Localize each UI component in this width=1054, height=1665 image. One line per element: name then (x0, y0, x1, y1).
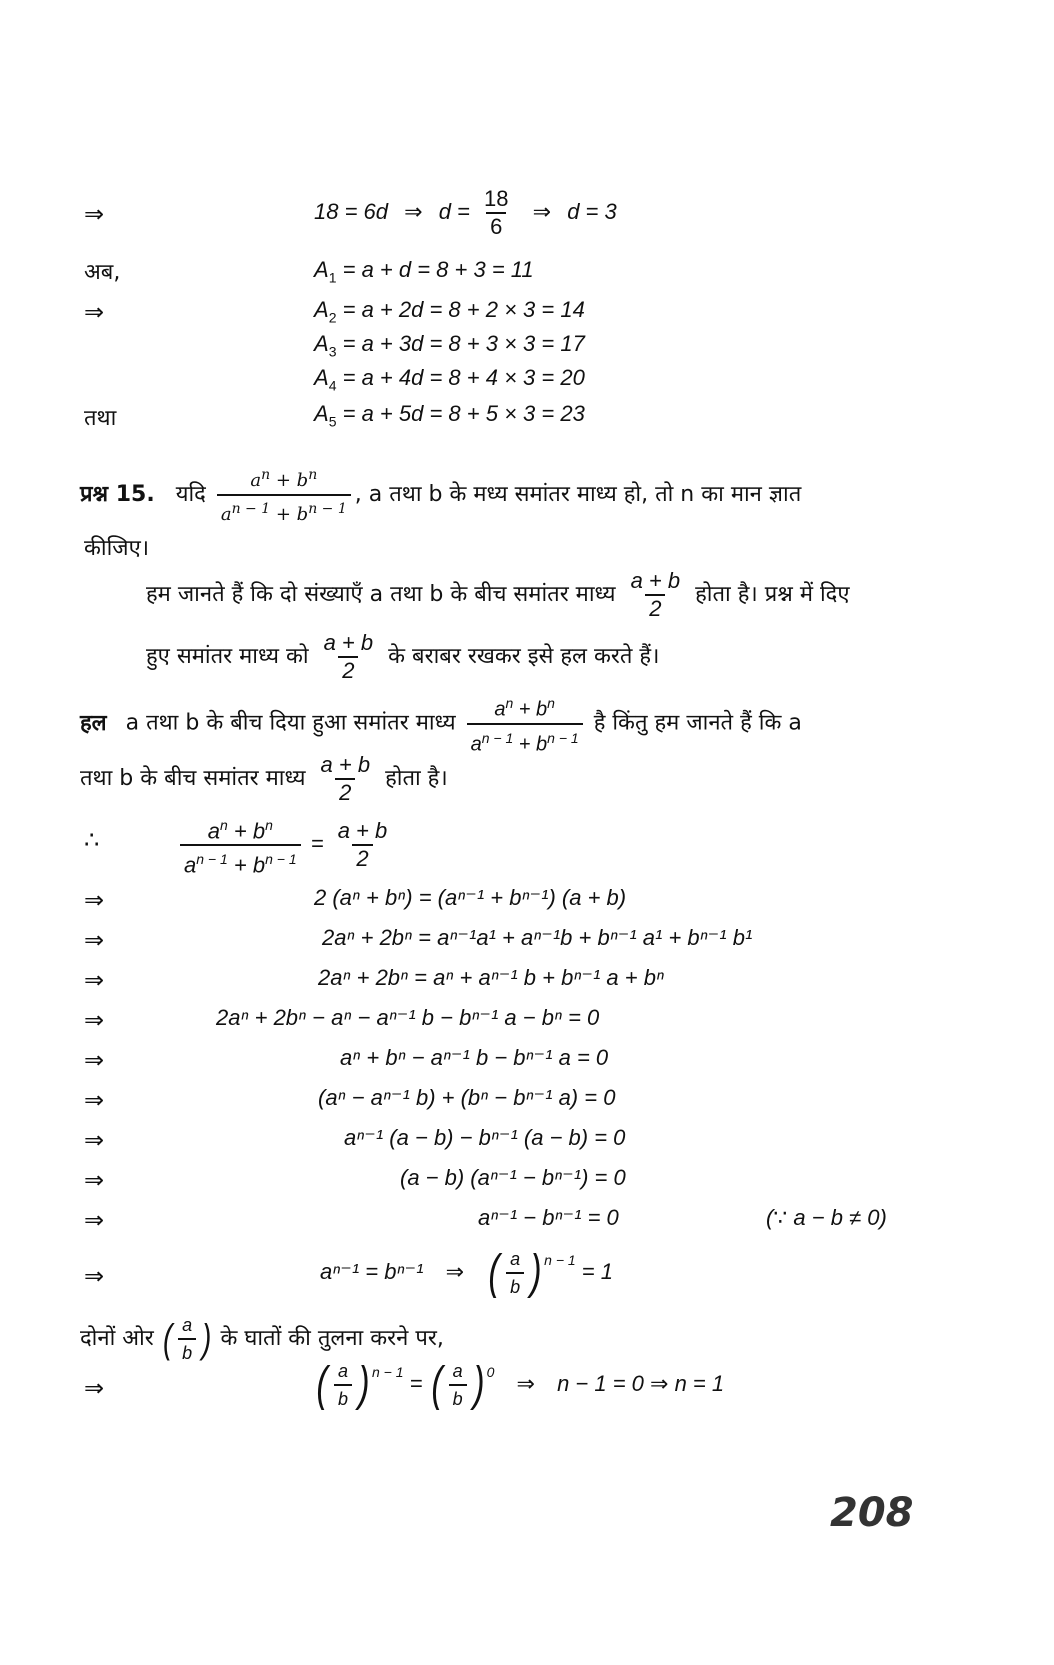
a-over-b (178, 1312, 196, 1366)
step-4: 2aⁿ + 2bⁿ − aⁿ − aⁿ⁻¹ b − bⁿ⁻¹ a − bⁿ = 0 (216, 1005, 600, 1030)
rhs-fraction (334, 818, 392, 872)
paren: ( (430, 1358, 443, 1411)
paren: ( (316, 1358, 328, 1411)
frac-numerator: a (452, 1361, 463, 1381)
a-over-b-power-rhs (429, 1358, 495, 1412)
eq-A2-text: = a + 2d = 8 + 2 × 3 = 14 (342, 297, 585, 322)
step-2: 2aⁿ + 2bⁿ = aⁿ⁻¹a¹ + aⁿ⁻¹b + bⁿ⁻¹ a¹ + bⁿ⁻¹ b¹ (322, 925, 753, 950)
implies-arrow: ⇒ (84, 1086, 105, 1114)
hint-line2-pre: हुए समांतर माध्य को (146, 644, 309, 669)
sub: 4 (328, 377, 337, 394)
implies-arrow: ⇒ (84, 1126, 105, 1154)
a-over-b (334, 1358, 352, 1412)
implies-arrow: ⇒ (84, 926, 105, 954)
step-power (320, 1246, 613, 1300)
final-result: n − 1 = 0 ⇒ n = 1 (557, 1370, 725, 1396)
frac-numerator: 18 (484, 186, 509, 211)
lhs-fraction (180, 812, 301, 879)
step-power-left: aⁿ⁻¹ = bⁿ⁻¹ (320, 1258, 424, 1284)
paren: ) (530, 1246, 542, 1299)
implies-arrow: ⇒ (516, 1370, 535, 1396)
numerator: $a^n + b^n$ (494, 695, 555, 721)
equation-equal-means: $\frac{a^n + b^n}{a^{n - 1} + b^{n - 1}}$ = $\frac{a + b}{2}$ (176, 812, 395, 879)
hint-fraction-2 (320, 630, 378, 684)
step-6: (aⁿ − aⁿ⁻¹ b) + (bⁿ − bⁿ⁻¹ a) = 0 (318, 1085, 616, 1110)
condition-note: (∵ a − b ≠ 0) (766, 1205, 887, 1230)
implies-arrow: ⇒ (404, 198, 423, 224)
a-over-b (506, 1246, 524, 1300)
ab-label: अब, (84, 260, 121, 285)
A-symbol: A (314, 365, 329, 390)
frac-denominator: 6 (486, 212, 506, 240)
paren: ) (202, 1317, 212, 1361)
tatha-label: तथा (84, 406, 117, 431)
eq-A3-text: = a + 3d = 8 + 3 × 3 = 17 (342, 331, 585, 356)
question-text-post: a तथा b के मध्य समांतर माध्य हो, तो n का मान ज्ञात (368, 482, 802, 507)
exponent: n − 1 (544, 1252, 576, 1268)
implies-arrow: ⇒ (84, 1166, 105, 1194)
numerator: $a^n + b^n$ (250, 467, 318, 491)
eq-A2 (314, 296, 585, 331)
frac-denominator: b (506, 1272, 524, 1300)
frac-numerator: a (182, 1315, 193, 1335)
solution-line2-post: होता है। (385, 766, 448, 791)
eq-A4 (314, 364, 585, 399)
eq-A5 (314, 400, 585, 435)
hint-line2-post: के बराबर रखकर इसे हल करते हैं। (388, 644, 660, 669)
solution-line2-pre: तथा b के बीच समांतर माध्य (80, 766, 306, 791)
frac-numerator: a + b (337, 818, 388, 844)
compare-post: के घातों की तुलना करने पर, (220, 1326, 444, 1351)
eq-A5-text: = a + 5d = 8 + 5 × 3 = 23 (342, 401, 585, 426)
question-text-pre: यदि (175, 482, 206, 507)
eq-d-mid: d = (438, 198, 470, 224)
paren: ) (472, 1358, 485, 1411)
implies-arrow: ⇒ (532, 198, 552, 224)
final-equation: ( $\frac{a}{b}$ ) $^{n - 1}$ = ( $\frac{a}{b}$ ) $^0$ ⇒ n − 1 = 0 ⇒ n = 1 (314, 1358, 724, 1412)
implies-arrow: ⇒ (84, 1006, 105, 1034)
sub: 5 (328, 413, 337, 430)
step-5: aⁿ + bⁿ − aⁿ⁻¹ b − bⁿ⁻¹ a = 0 (340, 1045, 609, 1070)
exponent: 0 (486, 1364, 495, 1380)
solution-fraction-2 (317, 752, 375, 806)
paren: ) (358, 1358, 370, 1411)
hint-line1-post: होता है। प्रश्न में दिए (695, 582, 850, 607)
solution-label: हल (80, 710, 107, 736)
eq-A1-text: = a + d = 8 + 3 = 11 (342, 257, 534, 282)
solution-line1-post: है किंतु हम जानते हैं कि a (593, 710, 802, 736)
solution-line-2 (80, 752, 448, 806)
frac-denominator: b (178, 1338, 196, 1366)
equation-d (314, 186, 617, 240)
frac-denominator: b (334, 1384, 352, 1412)
solution-fraction (467, 690, 583, 757)
paren: ( (162, 1317, 173, 1361)
implies-arrow: ⇒ (84, 1046, 105, 1074)
hint-fraction (627, 568, 685, 622)
a-over-b-power-lhs (314, 1358, 404, 1412)
A-symbol: A (314, 401, 329, 426)
eq-d-left: 18 = 6d (314, 198, 389, 224)
solution-line1-pre: a तथा b के बीच दिया हुआ समांतर माध्य (125, 710, 456, 736)
A-symbol: A (314, 331, 329, 356)
implies-arrow: ⇒ (84, 966, 105, 994)
question-fraction (217, 462, 351, 528)
frac-numerator: a + b (320, 752, 371, 777)
page-number: 208 (830, 1490, 914, 1536)
sub: 2 (328, 309, 337, 326)
denominator: $a^{n - 1} + b^{n - 1}$ (217, 494, 351, 528)
sub: 3 (328, 343, 337, 360)
numerator: $a^n + b^n$ (207, 817, 273, 844)
implies-arrow: ⇒ (84, 200, 105, 228)
question-label: प्रश्न 15. (80, 482, 155, 507)
implies-arrow: ⇒ (84, 1206, 105, 1234)
step-1: 2 (aⁿ + bⁿ) = (aⁿ⁻¹ + bⁿ⁻¹) (a + b) (314, 885, 627, 910)
hint-line1-pre: हम जानते हैं कि दो संख्याएँ a तथा b के बीच समांतर माध्य (146, 582, 616, 607)
frac-denominator: 2 (352, 844, 372, 872)
frac-numerator: a + b (630, 568, 681, 593)
therefore-symbol: ∴ (84, 826, 100, 854)
A-symbol: A (314, 257, 329, 282)
implies-arrow: ⇒ (84, 298, 105, 326)
implies-arrow: ⇒ (445, 1258, 465, 1284)
a-over-b-power (486, 1246, 576, 1300)
eq-d-right: d = 3 (567, 198, 617, 224)
frac-denominator: b (449, 1384, 467, 1412)
frac-denominator: 2 (338, 656, 358, 684)
sub: 1 (328, 269, 337, 286)
frac-denominator: 2 (645, 594, 665, 622)
step-8: (a − b) (aⁿ⁻¹ − bⁿ⁻¹) = 0 (400, 1165, 626, 1190)
solution-line-1 (80, 690, 802, 757)
eq-A1 (314, 256, 534, 291)
a-over-b (449, 1358, 467, 1412)
exponent: n − 1 (371, 1364, 404, 1380)
frac-denominator: 2 (335, 778, 355, 806)
step-power-right: = 1 (581, 1258, 613, 1284)
a-over-b-inline (161, 1312, 214, 1366)
hint-line-2 (146, 630, 659, 684)
compare-pre: दोनों ओर (80, 1326, 154, 1351)
frac-numerator: a + b (323, 630, 374, 655)
implies-arrow: ⇒ (84, 1262, 105, 1290)
denominator: $a^{n - 1} + b^{n - 1}$ (180, 844, 301, 878)
question-text-line2: कीजिए। (84, 536, 150, 561)
fraction-18-6 (480, 186, 512, 240)
frac-numerator: a (510, 1249, 521, 1269)
paren: ( (488, 1246, 500, 1299)
question-15: प्रश्न 15. यदि $\frac{a^n + b^n}{a^{n - 1} + b^{n - 1}}$ , a तथा b के मध्य समांतर माध्य हो, तो n का मान ज्ञात (80, 462, 801, 528)
hint-line-1 (146, 568, 850, 622)
step-3: 2aⁿ + 2bⁿ = aⁿ + aⁿ⁻¹ b + bⁿ⁻¹ a + bⁿ (318, 965, 664, 990)
eq-A4-text: = a + 4d = 8 + 4 × 3 = 20 (342, 365, 585, 390)
step-7: aⁿ⁻¹ (a − b) − bⁿ⁻¹ (a − b) = 0 (344, 1125, 626, 1150)
step-9: aⁿ⁻¹ − bⁿ⁻¹ = 0 (478, 1205, 619, 1230)
denominator: $a^{n - 1} + b^{n - 1}$ (467, 723, 583, 758)
implies-arrow: ⇒ (84, 1374, 105, 1402)
eq-A3 (314, 330, 585, 365)
implies-arrow: ⇒ (84, 886, 105, 914)
frac-numerator: a (337, 1361, 348, 1381)
A-symbol: A (314, 297, 329, 322)
